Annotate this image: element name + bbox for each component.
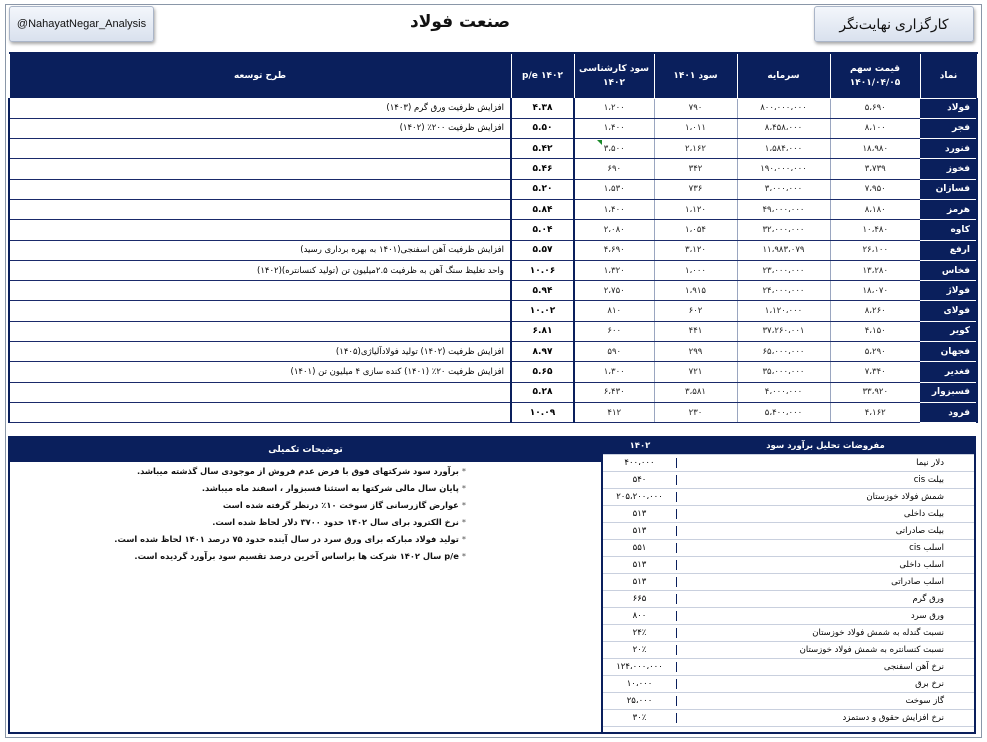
cell-capital: ۳،۰۰۰،۰۰۰ <box>737 179 830 199</box>
cell-capital: ۶۵،۰۰۰،۰۰۰ <box>737 342 830 362</box>
cell-capital: ۵،۴۰۰،۰۰۰ <box>737 402 830 422</box>
cell-capital: ۴۹،۰۰۰،۰۰۰ <box>737 199 830 219</box>
col-symbol: نماد <box>920 53 977 98</box>
cell-capital: ۴،۰۰۰،۰۰۰ <box>737 382 830 402</box>
cell-capital: ۲۳،۰۰۰،۰۰۰ <box>737 260 830 280</box>
table-row <box>9 199 977 219</box>
steel-stocks-table <box>8 52 978 423</box>
assumption-value: ۲۰۵،۲۰۰،۰۰۰ <box>603 492 677 502</box>
cell-price: ۱۰،۴۸۰ <box>830 220 920 240</box>
assumption-label: نرخ برق <box>915 679 944 689</box>
assumption-label: بیلت cis <box>913 475 944 485</box>
assumption-value: ۵۴۰ <box>603 475 677 485</box>
cell-symbol: فخوز <box>920 159 977 179</box>
cell-profit1402: ۲،۰۸۰ <box>574 220 654 240</box>
table-row <box>9 260 977 280</box>
cell-symbol: کویر <box>920 321 977 341</box>
assumptions-panel <box>601 436 976 734</box>
cell-pe: ۱۰.۰۶ <box>511 260 574 280</box>
cell-profit1401: ۲،۱۶۲ <box>654 139 737 159</box>
channel-handle-button[interactable]: @NahayatNegar_Analysis <box>9 6 154 42</box>
assumption-value: ۳۰٪ <box>603 713 677 723</box>
assumption-row <box>603 625 974 642</box>
cell-price: ۴،۱۶۲ <box>830 402 920 422</box>
bullet-icon: * <box>461 499 466 510</box>
cell-plan <box>9 321 511 341</box>
cell-symbol: فولای <box>920 301 977 321</box>
bullet-icon: * <box>461 516 466 527</box>
cell-pe: ۵.۸۴ <box>511 199 574 219</box>
cell-profit1402: ۴۱۲ <box>574 402 654 422</box>
col-profit-1402: سود کارشناسی ۱۴۰۲ <box>574 53 654 98</box>
cell-price: ۸،۲۶۰ <box>830 301 920 321</box>
cell-profit1401: ۱،۰۰۰ <box>654 260 737 280</box>
cell-pe: ۴.۳۸ <box>511 98 574 118</box>
cell-profit1402: ۵۹۰ <box>574 342 654 362</box>
cell-pe: ۵.۲۰ <box>511 179 574 199</box>
table-row <box>9 118 977 138</box>
cell-capital: ۳۵،۰۰۰،۰۰۰ <box>737 362 830 382</box>
cell-pe: ۵.۴۲ <box>511 139 574 159</box>
cell-profit1402: ۱،۳۲۰ <box>574 260 654 280</box>
assumption-value: ۶۶۵ <box>603 594 677 604</box>
table-row <box>9 362 977 382</box>
cell-profit1401: ۳۴۲ <box>654 159 737 179</box>
note-text: پایان سال مالی شرکتها به استثنا فسبزوار ، اسفند ماه میباشد. <box>201 482 459 493</box>
cell-symbol: فجر <box>920 118 977 138</box>
note-text: p/e سال ۱۴۰۲ شرکت ها براساس آخرین درصد تقسیم سود برآورد گردیده است. <box>134 550 459 561</box>
assumption-value: ۲۰٪ <box>603 645 677 655</box>
cell-symbol: فولاژ <box>920 281 977 301</box>
cell-price: ۱۸،۰۷۰ <box>830 281 920 301</box>
note-item <box>10 513 601 530</box>
cell-plan: افزایش ظرفیت (۱۴۰۲) تولید فولادآلیاژی(۱۴۰۵) <box>9 342 511 362</box>
cell-symbol: کاوه <box>920 220 977 240</box>
assumption-label: دلار نیما <box>916 458 944 468</box>
assumption-label: ورق سرد <box>910 611 944 621</box>
assumption-row <box>603 506 974 523</box>
assumption-label: ورق گرم <box>912 594 944 604</box>
bullet-icon: * <box>461 465 466 476</box>
cell-pe: ۵.۲۸ <box>511 382 574 402</box>
cell-symbol: فغدیر <box>920 362 977 382</box>
cell-pe: ۵.۰۴ <box>511 220 574 240</box>
note-item <box>10 530 601 547</box>
cell-pe: ۱۰.۰۹ <box>511 402 574 422</box>
cell-symbol: ارفع <box>920 240 977 260</box>
cell-profit1401: ۲۹۹ <box>654 342 737 362</box>
cell-pe: ۱۰.۰۲ <box>511 301 574 321</box>
note-text: برآورد سود شرکتهای فوق با فرض عدم فروش از موجودی سال گذشته میباشد. <box>136 465 459 476</box>
cell-symbol: فسازان <box>920 179 977 199</box>
cell-price: ۴،۱۵۰ <box>830 321 920 341</box>
cell-pe: ۵.۴۶ <box>511 159 574 179</box>
assumptions-year: ۱۴۰۲ <box>629 441 651 451</box>
assumption-value: ۲۵،۰۰۰ <box>603 696 677 706</box>
notes-title: توضیحات تکمیلی <box>268 445 343 455</box>
cell-profit1401: ۱،۰۱۱ <box>654 118 737 138</box>
col-capital: سرمایه <box>737 53 830 98</box>
assumption-row <box>603 693 974 710</box>
assumption-label: اسلب صادراتی <box>891 577 944 587</box>
cell-profit1401: ۷۹۰ <box>654 98 737 118</box>
cell-capital: ۸۰۰،۰۰۰،۰۰۰ <box>737 98 830 118</box>
cell-price: ۷،۹۵۰ <box>830 179 920 199</box>
cell-pe: ۶.۸۱ <box>511 321 574 341</box>
cell-price: ۵،۶۹۰ <box>830 98 920 118</box>
cell-price: ۱۸،۹۸۰ <box>830 139 920 159</box>
assumption-label: نرخ افزایش حقوق و دستمزد <box>842 713 944 723</box>
bullet-icon: * <box>461 550 466 561</box>
cell-pe: ۵.۹۴ <box>511 281 574 301</box>
cell-profit1402: ۳،۵۰۰ <box>574 139 654 159</box>
cell-pe: ۵.۵۷ <box>511 240 574 260</box>
cell-pe: ۵.۵۰ <box>511 118 574 138</box>
col-plan: طرح توسعه <box>9 53 511 98</box>
cell-price: ۱۳،۲۸۰ <box>830 260 920 280</box>
cell-profit1402: ۶۰۰ <box>574 321 654 341</box>
assumption-value: ۲۴٪ <box>603 628 677 638</box>
agency-name-button[interactable]: کارگزاری نهایت‌نگر <box>814 6 974 42</box>
assumption-row <box>603 676 974 693</box>
cell-profit1402: ۸۱۰ <box>574 301 654 321</box>
cell-profit1401: ۲۳۰ <box>654 402 737 422</box>
cell-symbol: هرمز <box>920 199 977 219</box>
cell-capital: ۳۷،۲۶۰،۰۰۱ <box>737 321 830 341</box>
note-item <box>10 496 601 513</box>
assumption-label: نرخ آهن اسفنجی <box>883 662 944 672</box>
cell-plan: افزایش ظرفیت ورق گرم (۱۴۰۳) <box>9 98 511 118</box>
col-pe-1402: p/e ۱۴۰۲ <box>511 53 574 98</box>
assumption-label: بیلت داخلی <box>903 509 944 519</box>
assumption-value: ۵۱۳ <box>603 509 677 519</box>
cell-pe: ۵.۶۵ <box>511 362 574 382</box>
cell-price: ۸،۱۸۰ <box>830 199 920 219</box>
table-row <box>9 301 977 321</box>
cell-profit1401: ۶۰۲ <box>654 301 737 321</box>
table-row <box>9 139 977 159</box>
table-row <box>9 281 977 301</box>
assumptions-header <box>603 438 974 455</box>
cell-capital: ۱۱،۹۸۳،۰۷۹ <box>737 240 830 260</box>
notes-header <box>10 438 601 462</box>
cell-symbol: فخاس <box>920 260 977 280</box>
table-row <box>9 382 977 402</box>
note-text: تولید فولاد مبارکه برای ورق سرد در سال آینده حدود ۷۵ درصد ۱۴۰۱ لحاظ شده است. <box>114 533 459 544</box>
cell-price: ۸،۱۰۰ <box>830 118 920 138</box>
cell-capital: ۱،۱۲۰،۰۰۰ <box>737 301 830 321</box>
assumption-row <box>603 591 974 608</box>
cell-price: ۳۳،۹۲۰ <box>830 382 920 402</box>
cell-profit1401: ۷۳۶ <box>654 179 737 199</box>
cell-price: ۵،۲۹۰ <box>830 342 920 362</box>
note-item <box>10 547 601 564</box>
assumption-label: بیلت صادراتی <box>895 526 944 536</box>
cell-plan <box>9 281 511 301</box>
cell-symbol: فرود <box>920 402 977 422</box>
cell-profit1402: ۱،۲۰۰ <box>574 98 654 118</box>
bullet-icon: * <box>461 482 466 493</box>
assumption-row <box>603 608 974 625</box>
cell-profit1401: ۳،۱۲۰ <box>654 240 737 260</box>
assumption-row <box>603 710 974 727</box>
cell-plan <box>9 382 511 402</box>
assumption-value: ۵۱۳ <box>603 526 677 536</box>
col-profit-1401: سود ۱۴۰۱ <box>654 53 737 98</box>
cell-pe: ۸.۹۷ <box>511 342 574 362</box>
assumption-value: ۵۵۱ <box>603 543 677 553</box>
cell-capital: ۳۲،۰۰۰،۰۰۰ <box>737 220 830 240</box>
table-row <box>9 342 977 362</box>
cell-capital: ۲۴،۰۰۰،۰۰۰ <box>737 281 830 301</box>
cell-profit1401: ۷۲۱ <box>654 362 737 382</box>
assumption-value: ۱۰،۰۰۰ <box>603 679 677 689</box>
cell-profit1402: ۱،۵۳۰ <box>574 179 654 199</box>
table-row <box>9 179 977 199</box>
assumption-row <box>603 523 974 540</box>
cell-profit1402: ۱،۳۰۰ <box>574 362 654 382</box>
table-header-row <box>9 53 977 98</box>
cell-profit1401: ۱،۱۲۰ <box>654 199 737 219</box>
assumption-label: نسبت کنسانتره به شمش فولاد خوزستان <box>799 645 944 655</box>
table-row <box>9 240 977 260</box>
assumption-row <box>603 455 974 472</box>
cell-price: ۲۶،۱۰۰ <box>830 240 920 260</box>
cell-profit1402: ۱،۴۰۰ <box>574 199 654 219</box>
note-item <box>10 462 601 479</box>
cell-profit1402: ۱،۴۰۰ <box>574 118 654 138</box>
assumption-label: گاز سوخت <box>905 696 944 706</box>
cell-plan <box>9 179 511 199</box>
assumption-row <box>603 489 974 506</box>
cell-profit1402: ۴،۶۹۰ <box>574 240 654 260</box>
assumption-row <box>603 659 974 676</box>
cell-profit1401: ۱،۹۱۵ <box>654 281 737 301</box>
table-row <box>9 98 977 118</box>
cell-profit1401: ۳،۵۸۱ <box>654 382 737 402</box>
assumption-label: اسلب cis <box>909 543 944 553</box>
table-row <box>9 159 977 179</box>
note-item <box>10 479 601 496</box>
cell-profit1402: ۶۹۰ <box>574 159 654 179</box>
cell-profit1402: ۲،۷۵۰ <box>574 281 654 301</box>
cell-plan: افزایش ظرفیت آهن اسفنجی(۱۴۰۱ به بهره برداری رسید) <box>9 240 511 260</box>
cell-plan: افزایش ظرفیت ۲۰۰٪ (۱۴۰۲) <box>9 118 511 138</box>
cell-capital: ۱،۵۸۴،۰۰۰ <box>737 139 830 159</box>
cell-profit1402: ۶،۴۳۰ <box>574 382 654 402</box>
note-text: عوارض گازرسانی گاز سوخت ۱۰٪ درنظر گرفته شده است <box>222 499 459 510</box>
cell-price: ۳،۷۳۹ <box>830 159 920 179</box>
bullet-icon: * <box>461 533 466 544</box>
table-row <box>9 220 977 240</box>
cell-plan <box>9 159 511 179</box>
assumption-value: ۴۰۰،۰۰۰ <box>603 458 677 468</box>
notes-panel <box>8 436 601 734</box>
cell-plan <box>9 139 511 159</box>
cell-plan <box>9 220 511 240</box>
assumption-value: ۵۱۳ <box>603 577 677 587</box>
cell-capital: ۱۹۰،۰۰۰،۰۰۰ <box>737 159 830 179</box>
cell-plan <box>9 199 511 219</box>
assumption-row <box>603 557 974 574</box>
assumption-value: ۱۲۴،۰۰۰،۰۰۰ <box>603 662 677 672</box>
cell-comment-marker <box>597 140 602 145</box>
assumption-label: اسلب داخلی <box>899 560 944 570</box>
table-row <box>9 321 977 341</box>
note-text: نرخ الکترود برای سال ۱۴۰۲ حدود ۳۷۰۰ دلار لحاظ شده است. <box>212 516 459 527</box>
assumption-row <box>603 642 974 659</box>
cell-symbol: فولاد <box>920 98 977 118</box>
assumptions-title: مفروضات تحلیل برآورد سود <box>766 441 885 451</box>
cell-plan: افزایش ظرفیت ۲۰٪ (۱۴۰۱) کنده سازی ۴ میلیون تن (۱۴۰۱) <box>9 362 511 382</box>
assumption-value: ۸۰۰ <box>603 611 677 621</box>
cell-price: ۷،۳۴۰ <box>830 362 920 382</box>
cell-capital: ۸،۴۵۸،۰۰۰ <box>737 118 830 138</box>
table-row <box>9 402 977 422</box>
cell-profit1401: ۱،۰۵۴ <box>654 220 737 240</box>
cell-plan: واحد تغلیظ سنگ آهن به ظرفیت ۲.۵میلیون تن (تولید کنسانتره)(۱۴۰۲) <box>9 260 511 280</box>
page-title: صنعت فولاد <box>409 12 511 32</box>
assumption-row <box>603 472 974 489</box>
assumption-row <box>603 540 974 557</box>
cell-profit1401: ۴۴۱ <box>654 321 737 341</box>
assumption-value: ۵۱۳ <box>603 560 677 570</box>
assumption-label: شمش فولاد خوزستان <box>866 492 944 502</box>
assumption-label: نسبت گندله به شمش فولاد خوزستان <box>812 628 944 638</box>
cell-symbol: فسبزوار <box>920 382 977 402</box>
cell-plan <box>9 402 511 422</box>
cell-plan <box>9 301 511 321</box>
cell-symbol: فجهان <box>920 342 977 362</box>
assumption-row <box>603 574 974 591</box>
cell-symbol: فنورد <box>920 139 977 159</box>
col-price: قیمت سهم ۱۴۰۱/۰۴/۰۵ <box>830 53 920 98</box>
